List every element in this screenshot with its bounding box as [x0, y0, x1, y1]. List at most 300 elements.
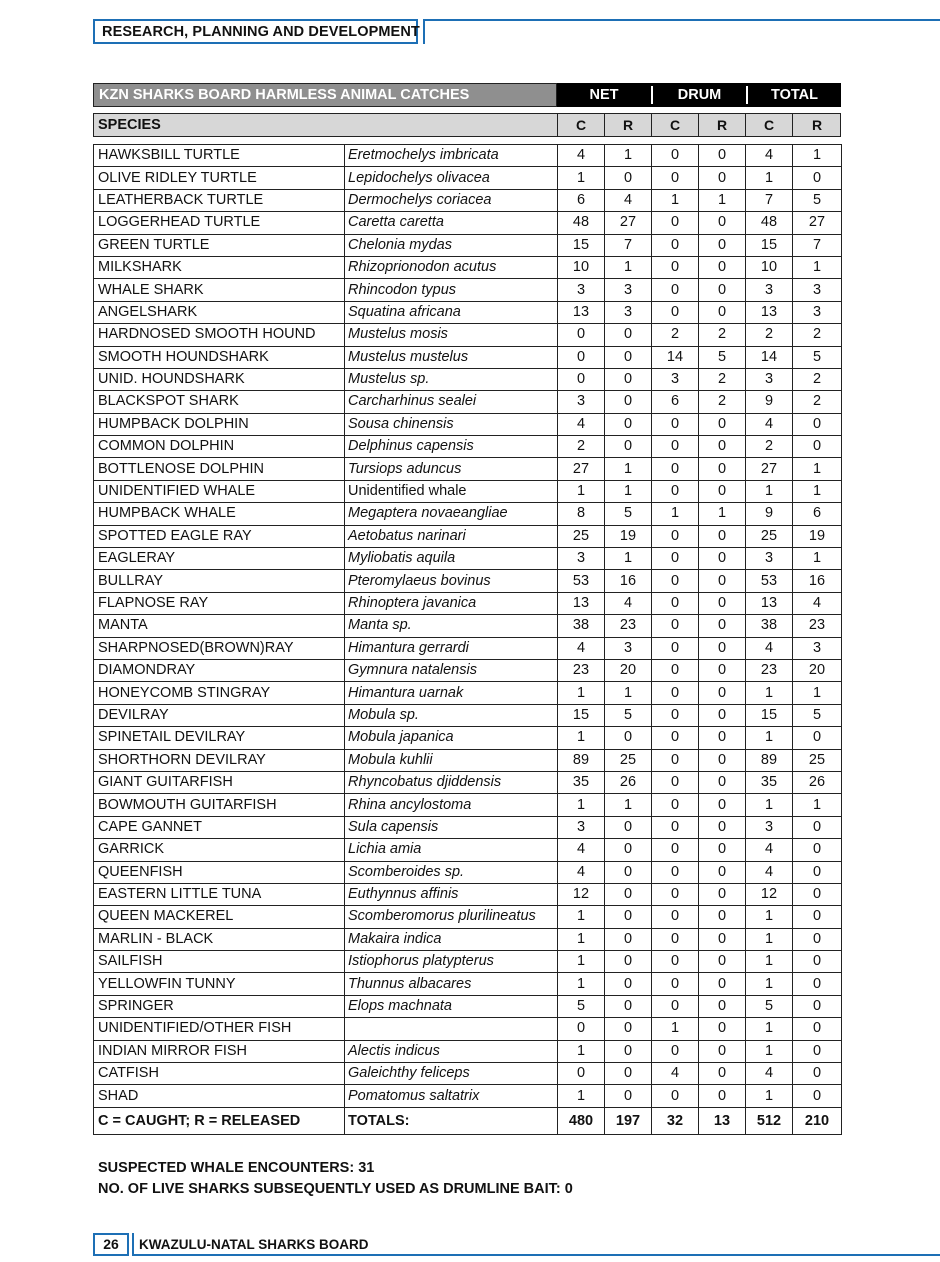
net-caught-value: 3: [558, 391, 605, 413]
net-released-value: 0: [605, 1085, 652, 1107]
species-scientific-name: Tursiops aduncus: [345, 458, 558, 480]
species-scientific-name: Istiophorus platypterus: [345, 951, 558, 973]
drum-caught-value: 4: [652, 1063, 699, 1085]
total-released-value: 26: [793, 771, 842, 793]
total-caught-value: 14: [746, 346, 793, 368]
table-row: [94, 771, 842, 793]
total-caught-header: C: [745, 114, 792, 136]
net-released-value: 0: [605, 973, 652, 995]
net-caught-value: 4: [558, 145, 605, 167]
drum-released-value: 0: [699, 279, 746, 301]
table-row: [94, 794, 842, 816]
net-caught-value: 4: [558, 637, 605, 659]
net-caught-value: 1: [558, 951, 605, 973]
species-scientific-name: Lichia amia: [345, 839, 558, 861]
drum-released-value: 2: [699, 324, 746, 346]
species-common-name: WHALE SHARK: [94, 279, 345, 301]
drum-released-value: 0: [699, 727, 746, 749]
net-caught-header: C: [557, 114, 604, 136]
total-released-value: 0: [793, 928, 842, 950]
total-released-value: 0: [793, 727, 842, 749]
total-released-value: 2: [793, 391, 842, 413]
total-released-value: 0: [793, 951, 842, 973]
total-caught-value: 9: [746, 391, 793, 413]
species-scientific-name: Alectis indicus: [345, 1040, 558, 1062]
total-released-value: 5: [793, 346, 842, 368]
total-caught-value: 15: [746, 234, 793, 256]
species-common-name: EASTERN LITTLE TUNA: [94, 883, 345, 905]
drum-caught-value: 0: [652, 212, 699, 234]
total-released-value: 0: [793, 906, 842, 928]
net-caught-value: 3: [558, 816, 605, 838]
table-row: [94, 592, 842, 614]
drum-caught-value: 0: [652, 1040, 699, 1062]
total-caught-value: 9: [746, 503, 793, 525]
species-common-name: UNIDENTIFIED WHALE: [94, 480, 345, 502]
total-released-value: 1: [793, 548, 842, 570]
total-caught-value: 13: [746, 592, 793, 614]
header-rule: [423, 19, 940, 21]
total-caught-value: 10: [746, 256, 793, 278]
table-row: [94, 727, 842, 749]
total-caught-value: 23: [746, 659, 793, 681]
net-caught-value: 23: [558, 659, 605, 681]
net-released-total: 197: [605, 1107, 652, 1134]
total-caught-value: 1: [746, 951, 793, 973]
species-common-name: BOWMOUTH GUITARFISH: [94, 794, 345, 816]
drum-released-value: 0: [699, 301, 746, 323]
table-row: [94, 525, 842, 547]
species-scientific-name: Delphinus capensis: [345, 436, 558, 458]
drum-caught-value: 0: [652, 973, 699, 995]
total-caught-value: 3: [746, 279, 793, 301]
drum-released-value: 1: [699, 503, 746, 525]
net-caught-value: 15: [558, 234, 605, 256]
drum-caught-value: 0: [652, 749, 699, 771]
total-released-value: 25: [793, 749, 842, 771]
net-released-value: 0: [605, 167, 652, 189]
total-released-value: 0: [793, 1085, 842, 1107]
table-row: [94, 458, 842, 480]
legend-text: C = CAUGHT; R = RELEASED: [94, 1107, 345, 1134]
table-row: [94, 346, 842, 368]
species-scientific-name: Galeichthy feliceps: [345, 1063, 558, 1085]
drum-released-value: 0: [699, 682, 746, 704]
net-caught-value: 15: [558, 704, 605, 726]
species-common-name: BOTTLENOSE DOLPHIN: [94, 458, 345, 480]
total-caught-value: 4: [746, 839, 793, 861]
page-number: 26: [93, 1233, 129, 1256]
total-released-value: 3: [793, 637, 842, 659]
net-released-value: 3: [605, 301, 652, 323]
species-common-name: SAILFISH: [94, 951, 345, 973]
totals-label: TOTALS:: [345, 1107, 558, 1134]
total-caught-value: 1: [746, 1040, 793, 1062]
drum-caught-value: 0: [652, 480, 699, 502]
net-released-value: 7: [605, 234, 652, 256]
total-released-value: 23: [793, 615, 842, 637]
species-common-name: UNIDENTIFIED/OTHER FISH: [94, 1018, 345, 1040]
net-released-value: 5: [605, 503, 652, 525]
species-common-name: MARLIN - BLACK: [94, 928, 345, 950]
drum-released-value: 0: [699, 883, 746, 905]
net-caught-value: 1: [558, 906, 605, 928]
total-caught-value: 2: [746, 436, 793, 458]
table-row: [94, 1018, 842, 1040]
total-released-value: 0: [793, 995, 842, 1017]
species-scientific-name: Eretmochelys imbricata: [345, 145, 558, 167]
net-caught-value: 1: [558, 973, 605, 995]
species-scientific-name: Manta sp.: [345, 615, 558, 637]
species-common-name: GARRICK: [94, 839, 345, 861]
total-caught-value: 1: [746, 1085, 793, 1107]
species-common-name: SHAD: [94, 1085, 345, 1107]
species-common-name: HONEYCOMB STINGRAY: [94, 682, 345, 704]
drum-caught-value: 0: [652, 816, 699, 838]
footer-rule: [132, 1254, 940, 1256]
total-released-value: 2: [793, 368, 842, 390]
total-caught-value: 4: [746, 1063, 793, 1085]
net-caught-value: 27: [558, 458, 605, 480]
drum-released-value: 0: [699, 1085, 746, 1107]
drum-released-value: 0: [699, 234, 746, 256]
species-scientific-name: Mobula sp.: [345, 704, 558, 726]
total-released-value: 0: [793, 973, 842, 995]
species-common-name: SMOOTH HOUNDSHARK: [94, 346, 345, 368]
net-released-value: 19: [605, 525, 652, 547]
net-released-value: 0: [605, 1063, 652, 1085]
total-released-value: 5: [793, 704, 842, 726]
drum-released-value: 0: [699, 615, 746, 637]
drum-released-value: 0: [699, 570, 746, 592]
species-scientific-name: Rhizoprionodon acutus: [345, 256, 558, 278]
total-caught-value: 7: [746, 189, 793, 211]
total-released-value: 0: [793, 1018, 842, 1040]
drum-caught-value: 0: [652, 727, 699, 749]
drum-released-value: 0: [699, 1063, 746, 1085]
net-released-value: 1: [605, 480, 652, 502]
table-row: [94, 570, 842, 592]
table-row: [94, 861, 842, 883]
whale-encounters-note: SUSPECTED WHALE ENCOUNTERS: 31: [98, 1160, 375, 1176]
drum-released-value: 0: [699, 973, 746, 995]
drum-released-value: 0: [699, 771, 746, 793]
total-caught-value: 4: [746, 637, 793, 659]
net-caught-value: 4: [558, 861, 605, 883]
total-caught-value: 38: [746, 615, 793, 637]
net-released-value: 25: [605, 749, 652, 771]
net-released-value: 3: [605, 637, 652, 659]
net-caught-value: 10: [558, 256, 605, 278]
drum-released-value: 2: [699, 391, 746, 413]
net-caught-value: 12: [558, 883, 605, 905]
total-released-value: 0: [793, 883, 842, 905]
table-row: [94, 503, 842, 525]
net-caught-value: 35: [558, 771, 605, 793]
total-released-value: 20: [793, 659, 842, 681]
species-common-name: EAGLERAY: [94, 548, 345, 570]
total-caught-value: 48: [746, 212, 793, 234]
species-common-name: HUMPBACK DOLPHIN: [94, 413, 345, 435]
total-caught-value: 4: [746, 145, 793, 167]
drum-caught-header: C: [651, 114, 698, 136]
drum-caught-value: 0: [652, 995, 699, 1017]
species-common-name: INDIAN MIRROR FISH: [94, 1040, 345, 1062]
net-caught-value: 48: [558, 212, 605, 234]
total-released-value: 2: [793, 324, 842, 346]
species-common-name: BULLRAY: [94, 570, 345, 592]
total-caught-value: 13: [746, 301, 793, 323]
table-row: [94, 883, 842, 905]
species-label: SPECIES: [98, 117, 161, 133]
species-common-name: FLAPNOSE RAY: [94, 592, 345, 614]
net-caught-value: 13: [558, 301, 605, 323]
species-scientific-name: Mobula kuhlii: [345, 749, 558, 771]
net-caught-value: 4: [558, 839, 605, 861]
net-caught-value: 1: [558, 928, 605, 950]
total-caught-value: 1: [746, 928, 793, 950]
table-row: [94, 324, 842, 346]
net-caught-value: 1: [558, 727, 605, 749]
net-released-value: 0: [605, 906, 652, 928]
total-released-value: 1: [793, 480, 842, 502]
species-scientific-name: Rhina ancylostoma: [345, 794, 558, 816]
total-caught-value: 5: [746, 995, 793, 1017]
total-caught-value: 1: [746, 480, 793, 502]
drum-caught-value: 0: [652, 1085, 699, 1107]
total-released-value: 0: [793, 861, 842, 883]
total-caught-value: 53: [746, 570, 793, 592]
species-common-name: SPRINGER: [94, 995, 345, 1017]
species-common-name: LEATHERBACK TURTLE: [94, 189, 345, 211]
species-scientific-name: Mustelus mustelus: [345, 346, 558, 368]
table-row: [94, 682, 842, 704]
species-common-name: HUMPBACK WHALE: [94, 503, 345, 525]
total-caught-value: 3: [746, 548, 793, 570]
net-caught-value: 3: [558, 279, 605, 301]
table-row: [94, 906, 842, 928]
species-scientific-name: Pteromylaeus bovinus: [345, 570, 558, 592]
total-caught-value: 1: [746, 906, 793, 928]
species-common-name: ANGELSHARK: [94, 301, 345, 323]
net-caught-value: 1: [558, 480, 605, 502]
drum-caught-value: 0: [652, 615, 699, 637]
species-scientific-name: Thunnus albacares: [345, 973, 558, 995]
table-row: [94, 368, 842, 390]
net-released-value: 0: [605, 368, 652, 390]
net-caught-value: 0: [558, 346, 605, 368]
table-row: [94, 1085, 842, 1107]
net-caught-value: 1: [558, 167, 605, 189]
drum-released-value: 0: [699, 145, 746, 167]
drum-caught-value: 0: [652, 659, 699, 681]
total-released-value: 3: [793, 279, 842, 301]
drumline-bait-note: NO. OF LIVE SHARKS SUBSEQUENTLY USED AS DRUMLINE BAIT: 0: [98, 1181, 573, 1197]
drum-caught-value: 0: [652, 592, 699, 614]
net-released-value: 0: [605, 816, 652, 838]
drum-released-value: 5: [699, 346, 746, 368]
species-common-name: SPOTTED EAGLE RAY: [94, 525, 345, 547]
species-common-name: HAWKSBILL TURTLE: [94, 145, 345, 167]
net-released-value: 0: [605, 883, 652, 905]
drum-caught-value: 0: [652, 525, 699, 547]
species-scientific-name: Sula capensis: [345, 816, 558, 838]
footer-accent: [132, 1233, 134, 1256]
species-common-name: GREEN TURTLE: [94, 234, 345, 256]
species-scientific-name: Squatina africana: [345, 301, 558, 323]
table-row: [94, 436, 842, 458]
drum-released-value: 0: [699, 1040, 746, 1062]
net-caught-value: 1: [558, 682, 605, 704]
table-row: [94, 749, 842, 771]
drum-released-value: 0: [699, 548, 746, 570]
species-scientific-name: Caretta caretta: [345, 212, 558, 234]
net-caught-value: 3: [558, 548, 605, 570]
table-row: [94, 189, 842, 211]
total-caught-value: 2: [746, 324, 793, 346]
total-caught-value: 4: [746, 861, 793, 883]
species-scientific-name: Unidentified whale: [345, 480, 558, 502]
net-caught-value: 38: [558, 615, 605, 637]
drum-released-value: 0: [699, 906, 746, 928]
drum-caught-value: 0: [652, 413, 699, 435]
species-scientific-name: Euthynnus affinis: [345, 883, 558, 905]
table-row: [94, 839, 842, 861]
net-caught-value: 25: [558, 525, 605, 547]
header-accent: [423, 19, 425, 44]
group-drum: DRUM: [677, 87, 722, 103]
total-released-value: 0: [793, 436, 842, 458]
net-released-value: 4: [605, 189, 652, 211]
group-header-bar: [557, 83, 841, 107]
table-row: [94, 548, 842, 570]
species-scientific-name: Dermochelys coriacea: [345, 189, 558, 211]
net-released-value: 0: [605, 951, 652, 973]
total-released-value: 1: [793, 458, 842, 480]
drum-caught-total: 32: [652, 1107, 699, 1134]
net-released-value: 0: [605, 391, 652, 413]
net-caught-value: 53: [558, 570, 605, 592]
net-released-value: 0: [605, 995, 652, 1017]
total-caught-value: 27: [746, 458, 793, 480]
drum-caught-value: 0: [652, 279, 699, 301]
total-caught-value: 1: [746, 1018, 793, 1040]
net-released-value: 0: [605, 1040, 652, 1062]
net-released-value: 1: [605, 458, 652, 480]
drum-caught-value: 0: [652, 234, 699, 256]
drum-caught-value: 0: [652, 256, 699, 278]
drum-caught-value: 1: [652, 1018, 699, 1040]
species-common-name: DIAMONDRAY: [94, 659, 345, 681]
net-released-value: 23: [605, 615, 652, 637]
net-released-value: 16: [605, 570, 652, 592]
drum-released-value: 0: [699, 704, 746, 726]
total-caught-value: 3: [746, 816, 793, 838]
net-released-value: 5: [605, 704, 652, 726]
net-released-header: R: [604, 114, 651, 136]
drum-released-value: 0: [699, 436, 746, 458]
drum-released-value: 0: [699, 659, 746, 681]
drum-caught-value: 0: [652, 570, 699, 592]
species-scientific-name: Aetobatus narinari: [345, 525, 558, 547]
species-common-name: SHARPNOSED(BROWN)RAY: [94, 637, 345, 659]
species-scientific-name: Elops machnata: [345, 995, 558, 1017]
total-released-value: 5: [793, 189, 842, 211]
drum-caught-value: 0: [652, 928, 699, 950]
drum-released-value: 0: [699, 525, 746, 547]
total-caught-value: 89: [746, 749, 793, 771]
drum-caught-value: 14: [652, 346, 699, 368]
total-released-value: 1: [793, 794, 842, 816]
section-title: RESEARCH, PLANNING AND DEVELOPMENT: [102, 24, 420, 40]
species-scientific-name: Himantura gerrardi: [345, 637, 558, 659]
drum-caught-value: 0: [652, 436, 699, 458]
net-caught-value: 0: [558, 1063, 605, 1085]
total-caught-value: 12: [746, 883, 793, 905]
species-scientific-name: Gymnura natalensis: [345, 659, 558, 681]
total-released-value: 1: [793, 145, 842, 167]
total-released-value: 0: [793, 413, 842, 435]
total-released-value: 7: [793, 234, 842, 256]
drum-caught-value: 0: [652, 839, 699, 861]
table-row: [94, 391, 842, 413]
species-scientific-name: Rhinoptera javanica: [345, 592, 558, 614]
net-caught-value: 89: [558, 749, 605, 771]
drum-released-value: 0: [699, 794, 746, 816]
net-released-value: 1: [605, 682, 652, 704]
drum-released-value: 0: [699, 839, 746, 861]
total-released-total: 210: [793, 1107, 842, 1134]
total-released-value: 0: [793, 839, 842, 861]
drum-caught-value: 1: [652, 503, 699, 525]
net-caught-value: 8: [558, 503, 605, 525]
drum-caught-value: 6: [652, 391, 699, 413]
net-released-value: 3: [605, 279, 652, 301]
species-scientific-name: Mobula japanica: [345, 727, 558, 749]
net-released-value: 27: [605, 212, 652, 234]
table-row: [94, 234, 842, 256]
net-released-value: 26: [605, 771, 652, 793]
drum-caught-value: 0: [652, 794, 699, 816]
group-total: TOTAL: [771, 87, 818, 103]
species-common-name: LOGGERHEAD TURTLE: [94, 212, 345, 234]
drum-caught-value: 3: [652, 368, 699, 390]
drum-caught-value: 0: [652, 704, 699, 726]
net-caught-value: 0: [558, 324, 605, 346]
table-title: KZN SHARKS BOARD HARMLESS ANIMAL CATCHES: [99, 87, 470, 103]
drum-caught-value: 0: [652, 637, 699, 659]
total-released-value: 0: [793, 167, 842, 189]
net-caught-value: 2: [558, 436, 605, 458]
table-row: [94, 816, 842, 838]
table-row: [94, 973, 842, 995]
total-released-value: 0: [793, 1040, 842, 1062]
drum-caught-value: 0: [652, 883, 699, 905]
table-row: [94, 212, 842, 234]
species-scientific-name: Myliobatis aquila: [345, 548, 558, 570]
total-caught-value: 15: [746, 704, 793, 726]
drum-released-value: 0: [699, 413, 746, 435]
drum-released-value: 0: [699, 951, 746, 973]
species-common-name: UNID. HOUNDSHARK: [94, 368, 345, 390]
net-released-value: 0: [605, 839, 652, 861]
drum-released-value: 0: [699, 637, 746, 659]
drum-released-value: 0: [699, 928, 746, 950]
net-caught-value: 13: [558, 592, 605, 614]
species-scientific-name: Carcharhinus sealei: [345, 391, 558, 413]
drum-caught-value: 2: [652, 324, 699, 346]
totals-row: [94, 1107, 842, 1134]
